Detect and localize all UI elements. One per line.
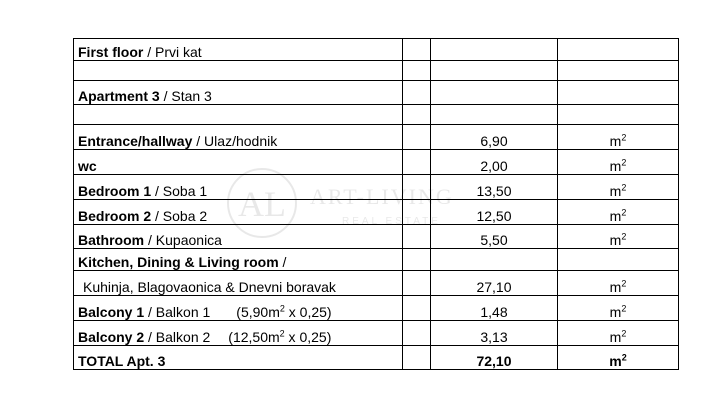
unit-base: m bbox=[609, 208, 622, 224]
room-area: 5,50 bbox=[431, 225, 558, 249]
unit-exp: 2 bbox=[621, 278, 627, 289]
row-total bbox=[74, 346, 679, 370]
unit-base: m bbox=[609, 353, 622, 369]
table-row bbox=[74, 225, 679, 249]
room-area: 13,50 bbox=[431, 175, 558, 200]
balcony-formula: ($12,50m^2$ x 0,25) bbox=[228, 328, 332, 345]
unit-base: m bbox=[609, 158, 622, 174]
floor-heading-en: First floor bbox=[78, 44, 144, 60]
room-name-hr: / Ulaz/hodnik bbox=[192, 133, 278, 149]
table-row bbox=[74, 296, 679, 321]
room-name-en: wc bbox=[78, 158, 97, 174]
apartment-heading-en: Apartment 3 bbox=[78, 88, 160, 104]
room-name-hr: / Kupaonica bbox=[144, 232, 222, 248]
row-kitchen-heading bbox=[74, 249, 679, 271]
row-empty-2 bbox=[74, 105, 679, 125]
kitchen-name-en: Kitchen, Dining & Living room bbox=[78, 254, 279, 270]
unit-base: m bbox=[609, 279, 622, 295]
row-apartment-heading bbox=[74, 81, 679, 105]
table-row bbox=[74, 175, 679, 200]
area-table bbox=[73, 38, 679, 370]
room-area: 6,90 bbox=[431, 125, 558, 150]
watermark-brand: ART-LIVING bbox=[310, 184, 454, 209]
kitchen-area: 27,10 bbox=[431, 271, 558, 296]
balcony-area: 1,48 bbox=[431, 296, 558, 321]
watermark-tagline: REAL ESTATE bbox=[342, 216, 441, 227]
unit-base: m bbox=[609, 183, 622, 199]
kitchen-name-hr: Kuhinja, Blagovaonica & Dnevni boravak bbox=[74, 271, 403, 296]
room-name-en: Entrance/hallway bbox=[78, 133, 193, 149]
floor-heading-hr: / Prvi kat bbox=[143, 44, 202, 60]
table-row bbox=[74, 150, 679, 175]
table-row bbox=[74, 200, 679, 225]
unit-exp: 2 bbox=[621, 182, 627, 193]
kitchen-sep: / bbox=[278, 254, 287, 270]
balcony-name-hr: / Balkon 1 bbox=[144, 304, 211, 320]
unit-exp: 2 bbox=[621, 352, 627, 363]
unit-exp: 2 bbox=[621, 328, 627, 339]
apartment-heading-hr: / Stan 3 bbox=[159, 88, 212, 104]
table-row bbox=[74, 271, 679, 296]
unit-base: m bbox=[609, 304, 622, 320]
row-floor-heading bbox=[74, 39, 679, 61]
total-area: 72,10 bbox=[431, 346, 558, 370]
room-name-en: Bathroom bbox=[78, 232, 145, 248]
row-empty-1 bbox=[74, 61, 679, 81]
unit-exp: 2 bbox=[621, 157, 627, 168]
unit-exp: 2 bbox=[621, 231, 627, 242]
unit-exp: 2 bbox=[621, 132, 627, 143]
balcony-formula: ($5,90m^2$ x 0,25) bbox=[236, 303, 332, 320]
unit-exp: 2 bbox=[621, 303, 627, 314]
balcony-name-en: Balcony 1 bbox=[78, 304, 145, 320]
room-area: 2,00 bbox=[431, 150, 558, 175]
room-name-en: Bedroom 1 bbox=[78, 183, 152, 199]
room-name-hr: / Soba 1 bbox=[151, 183, 208, 199]
room-name-en: Bedroom 2 bbox=[78, 208, 152, 224]
room-area: 12,50 bbox=[431, 200, 558, 225]
balcony-area: 3,13 bbox=[431, 321, 558, 346]
unit-base: m bbox=[609, 232, 622, 248]
unit-base: m bbox=[609, 133, 622, 149]
balcony-name-hr: / Balkon 2 bbox=[144, 329, 211, 345]
table-row bbox=[74, 321, 679, 346]
watermark-letters: AL bbox=[238, 184, 286, 224]
table-row bbox=[74, 125, 679, 150]
total-label: TOTAL Apt. 3 bbox=[74, 346, 403, 370]
room-name-hr: / Soba 2 bbox=[151, 208, 208, 224]
unit-base: m bbox=[609, 329, 622, 345]
balcony-name-en: Balcony 2 bbox=[78, 329, 145, 345]
unit-exp: 2 bbox=[621, 207, 627, 218]
